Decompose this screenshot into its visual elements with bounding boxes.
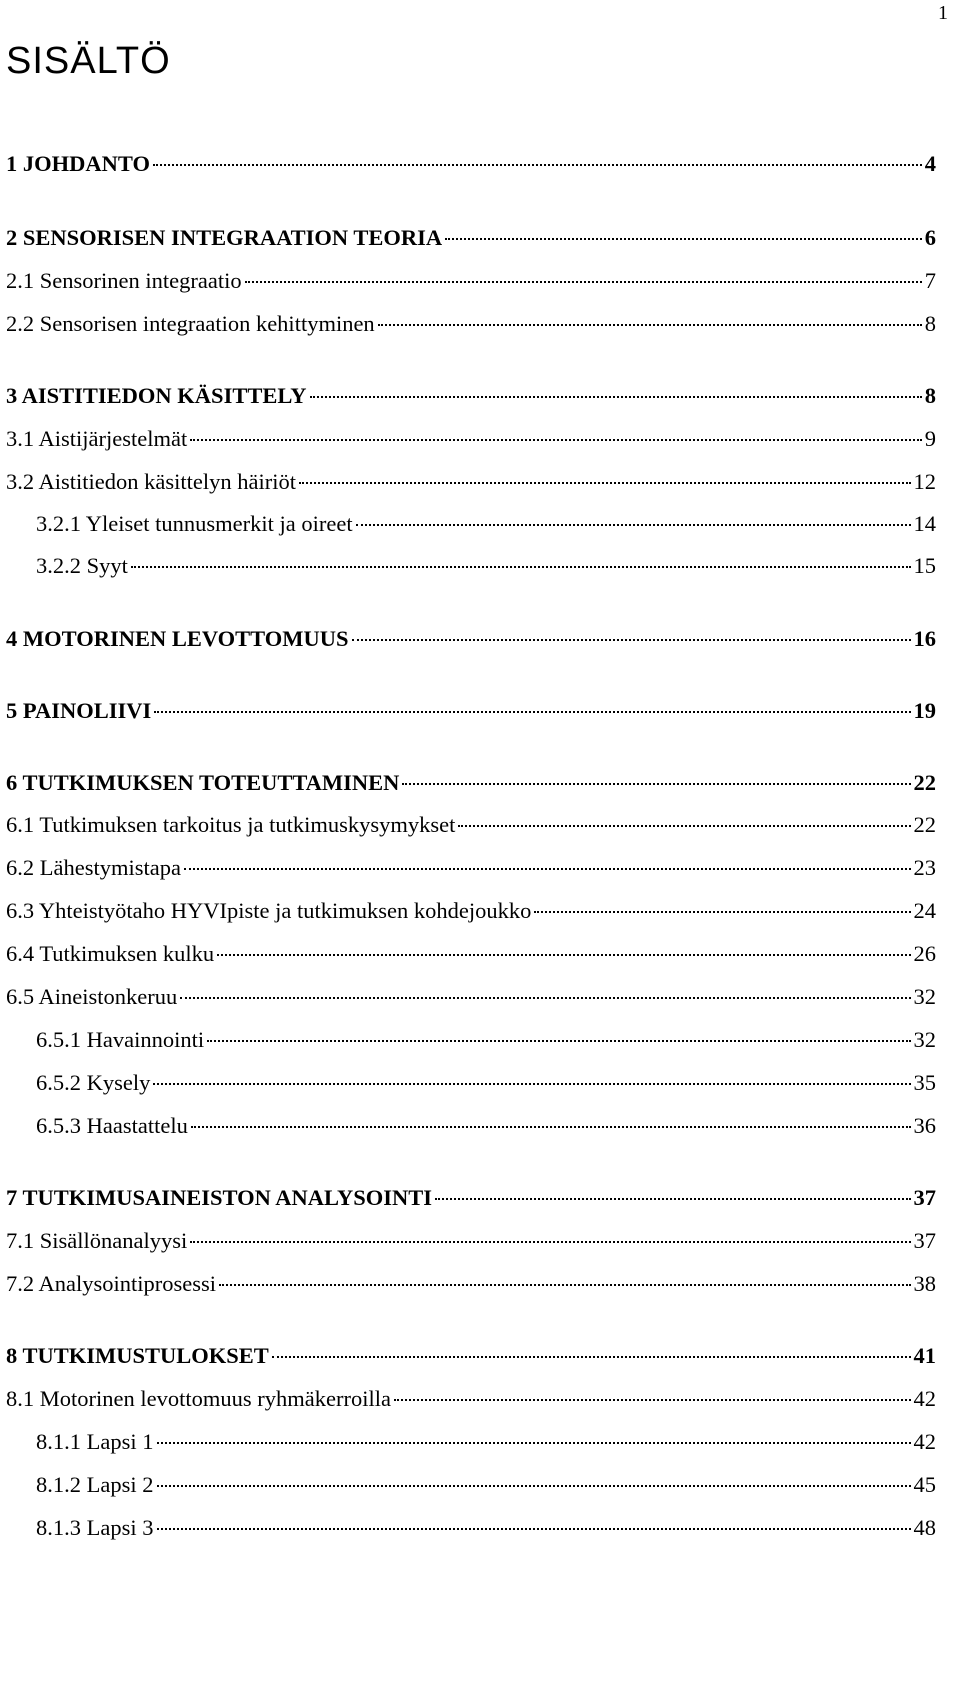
toc-entry-page: 4 (924, 151, 936, 176)
toc-entry-6-3 (6, 896, 936, 926)
dot-leader (352, 639, 911, 641)
toc-entry-6-5 (6, 982, 936, 1012)
dot-leader (458, 825, 910, 827)
toc-entry-page: 19 (913, 698, 936, 723)
toc-entry-label: 6.2 Lähestymistapa (6, 855, 181, 880)
toc-entry-label: 8.1 Motorinen levottomuus ryhmäkerroilla (6, 1386, 391, 1411)
toc-entry-label: 8.1.2 Lapsi 2 (36, 1472, 154, 1497)
dot-leader (402, 783, 910, 785)
toc-entry-label: 8.1.1 Lapsi 1 (36, 1429, 154, 1454)
dot-leader (184, 868, 911, 870)
toc-entry-4 (6, 624, 936, 654)
toc-entry-8-1-1 (36, 1427, 936, 1457)
toc-entry-6-5-2 (36, 1068, 936, 1098)
dot-leader (190, 439, 922, 441)
toc-entry-page: 35 (913, 1070, 936, 1095)
toc-entry-page: 7 (924, 268, 936, 293)
toc-entry-label: 3 AISTITIEDON KÄSITTELY (6, 383, 307, 408)
dot-leader (157, 1442, 911, 1444)
toc-entry-page: 8 (924, 311, 936, 336)
toc-entry-label: 6 TUTKIMUKSEN TOTEUTTAMINEN (6, 770, 400, 795)
toc-entry-page: 9 (924, 426, 936, 451)
dot-leader (534, 911, 910, 913)
dot-leader (299, 482, 911, 484)
toc-entry-6-2 (6, 853, 936, 883)
toc-entry-label: 8 TUTKIMUSTULOKSET (6, 1343, 269, 1368)
toc-entry-label: 6.1 Tutkimuksen tarkoitus ja tutkimuskysymykset (6, 812, 456, 837)
dot-leader (131, 566, 911, 568)
toc-entry-page: 38 (913, 1271, 936, 1296)
toc-entry-label: 6.3 Yhteistyötaho HYVIpiste ja tutkimuksen kohdejoukko (6, 898, 532, 923)
toc-entry-page: 32 (913, 1027, 936, 1052)
toc-entry-2 (6, 223, 936, 253)
toc-entry-page: 37 (913, 1185, 936, 1210)
toc-entry-page: 22 (913, 770, 936, 795)
toc-entry-6-4 (6, 939, 936, 969)
toc-entry-page: 22 (913, 812, 936, 837)
dot-leader (356, 524, 911, 526)
toc-entry-label: 3.1 Aistijärjestelmät (6, 426, 188, 451)
toc-entry-label: 3.2 Aistitiedon käsittelyn häiriöt (6, 469, 296, 494)
toc-entry-page: 26 (913, 941, 936, 966)
dot-leader (180, 997, 910, 999)
toc-entry-3-2-2 (36, 551, 936, 581)
toc-entry-page: 36 (913, 1113, 936, 1138)
dot-leader (445, 238, 922, 240)
toc-entry-label: 2.2 Sensorisen integraation kehittyminen (6, 311, 375, 336)
toc-entry-label: 6.4 Tutkimuksen kulku (6, 941, 215, 966)
toc-entry-label: 2 SENSORISEN INTEGRAATION TEORIA (6, 225, 443, 250)
toc-entry-page: 14 (913, 511, 936, 536)
toc-entry-6-5-3 (36, 1111, 936, 1141)
dot-leader (157, 1528, 911, 1530)
toc-entry-page: 24 (913, 898, 936, 923)
toc-entry-label: 3.2.1 Yleiset tunnusmerkit ja oireet (36, 511, 353, 536)
toc-entry-page: 15 (913, 553, 936, 578)
toc-entry-8-1 (6, 1384, 936, 1414)
toc-entry-page: 23 (913, 855, 936, 880)
toc-entry-label: 8.1.3 Lapsi 3 (36, 1515, 154, 1540)
dot-leader (378, 324, 922, 326)
toc-entry-page: 12 (913, 469, 936, 494)
dot-leader (217, 954, 910, 956)
dot-leader (191, 1126, 911, 1128)
toc-entry-label: 2.1 Sensorinen integraatio (6, 268, 242, 293)
toc-entry-6-1 (6, 810, 936, 840)
dot-leader (394, 1399, 911, 1401)
toc-entry-3-2-1 (36, 509, 936, 539)
dot-leader (310, 396, 922, 398)
toc-entry-label: 4 MOTORINEN LEVOTTOMUUS (6, 626, 349, 651)
toc-entry-3-1 (6, 424, 936, 454)
toc-entry-page: 42 (913, 1429, 936, 1454)
dot-leader (153, 1083, 910, 1085)
toc-entry-label: 6.5 Aineistonkeruu (6, 984, 178, 1009)
toc-entry-1 (6, 149, 936, 179)
toc-entry-7 (6, 1183, 936, 1213)
dot-leader (157, 1485, 911, 1487)
toc-entry-6 (6, 768, 936, 798)
toc-entry-7-2 (6, 1269, 936, 1299)
toc-entry-page: 41 (913, 1343, 936, 1368)
toc-entry-label: 1 JOHDANTO (6, 151, 150, 176)
toc-entry-3 (6, 381, 936, 411)
toc-entry-page: 6 (924, 225, 936, 250)
dot-leader (154, 711, 910, 713)
toc-entry-page: 42 (913, 1386, 936, 1411)
toc-entry-label: 6.5.2 Kysely (36, 1070, 151, 1095)
toc-entry-6-5-1 (36, 1025, 936, 1055)
toc-entry-label: 3.2.2 Syyt (36, 553, 128, 578)
toc-entry-page: 37 (913, 1228, 936, 1253)
dot-leader (435, 1198, 911, 1200)
toc-entry-5 (6, 696, 936, 726)
toc-entry-7-1 (6, 1226, 936, 1256)
toc-entry-8-1-2 (36, 1470, 936, 1500)
toc-entry-label: 7.1 Sisällönanalyysi (6, 1228, 188, 1253)
toc-entry-label: 5 PAINOLIIVI (6, 698, 152, 723)
toc-entry-page: 16 (913, 626, 936, 651)
toc-entry-8 (6, 1341, 936, 1371)
toc-entry-2-2 (6, 309, 936, 339)
dot-leader (245, 281, 922, 283)
dot-leader (272, 1356, 911, 1358)
toc-entry-label: 6.5.3 Haastattelu (36, 1113, 188, 1138)
toc-entry-8-1-3 (36, 1513, 936, 1543)
toc-entry-2-1 (6, 266, 936, 296)
dot-leader (190, 1241, 910, 1243)
toc-entry-page: 8 (924, 383, 936, 408)
dot-leader (219, 1284, 910, 1286)
toc-entry-label: 6.5.1 Havainnointi (36, 1027, 205, 1052)
dot-leader (153, 164, 922, 166)
toc-entry-3-2 (6, 467, 936, 497)
toc-entry-label: 7 TUTKIMUSAINEISTON ANALYSOINTI (6, 1185, 432, 1210)
toc-entry-page: 32 (913, 984, 936, 1009)
dot-leader (207, 1040, 910, 1042)
toc-entry-page: 45 (913, 1472, 936, 1497)
toc-title: SISÄLTÖ (6, 40, 171, 82)
page-number: 1 (938, 2, 948, 24)
toc-entry-label: 7.2 Analysointiprosessi (6, 1271, 217, 1296)
toc-entry-page: 48 (913, 1515, 936, 1540)
